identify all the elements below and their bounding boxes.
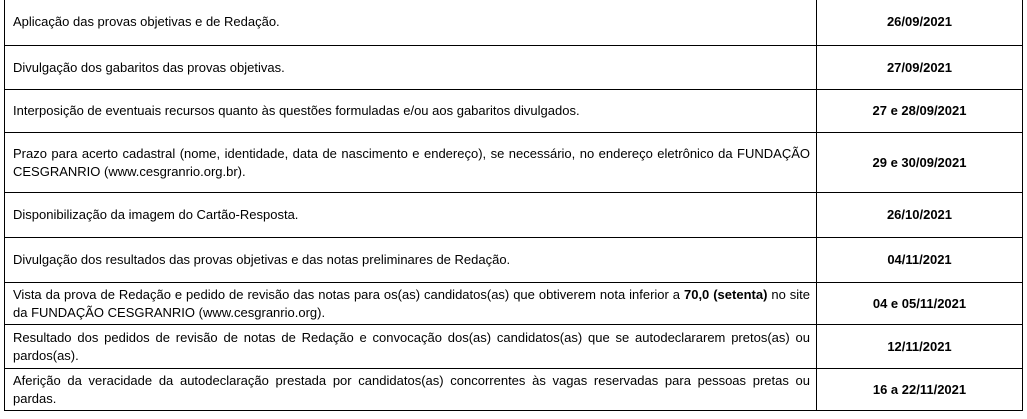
event-description: Disponibilização da imagem do Cartão-Resposta. — [5, 193, 817, 238]
event-date: 16 a 22/11/2021 — [817, 369, 1023, 411]
event-description: Divulgação dos resultados das provas objetivas e das notas preliminares de Redação. — [5, 238, 817, 283]
table-row — [5, 46, 1023, 90]
event-text-part: no site da FUNDAÇÃO CESGRANRIO (www.cesgranrio.org). — [13, 286, 811, 320]
event-date: 04/11/2021 — [817, 238, 1023, 283]
table-row — [5, 369, 1023, 411]
event-date: 26/09/2021 — [817, 0, 1023, 46]
table-row — [5, 90, 1023, 133]
table-row — [5, 283, 1023, 325]
event-date: 04 e 05/11/2021 — [817, 283, 1023, 325]
schedule-table — [4, 0, 1023, 411]
event-description: Aplicação das provas objetivas e de Redação. — [5, 0, 817, 46]
table-row — [5, 133, 1023, 193]
table-row — [5, 325, 1023, 369]
event-description: Interposição de eventuais recursos quanto às questões formuladas e/ou aos gabaritos divulgados. — [5, 90, 817, 133]
event-date: 27/09/2021 — [817, 46, 1023, 90]
event-date: 26/10/2021 — [817, 193, 1023, 238]
event-description — [5, 283, 817, 325]
event-description: Prazo para acerto cadastral (nome, identidade, data de nascimento e endereço), se necessário, no endereço eletrônico da FUNDAÇÃO CESGRANRIO (www.cesgranrio.org.br). — [5, 133, 817, 193]
event-text-bold: 70,0 (setenta) — [683, 286, 768, 302]
event-date: 27 e 28/09/2021 — [817, 90, 1023, 133]
event-text-part: Vista da prova de Redação e pedido de revisão das notas para os(as) candidatos(as) que obtiverem nota inferior a — [13, 286, 684, 302]
event-date: 12/11/2021 — [817, 325, 1023, 369]
event-date: 29 e 30/09/2021 — [817, 133, 1023, 193]
event-description: Resultado dos pedidos de revisão de notas de Redação e convocação dos(as) candidatos(as) que se autodeclararem pretos(as) ou pardos(as). — [5, 325, 817, 369]
event-description: Aferição da veracidade da autodeclaração prestada por candidatos(as) concorrentes às vagas reservadas para pessoas pretas ou pardas. — [5, 369, 817, 411]
table-row — [5, 0, 1023, 46]
table-row — [5, 238, 1023, 283]
event-description: Divulgação dos gabaritos das provas objetivas. — [5, 46, 817, 90]
table-row — [5, 193, 1023, 238]
